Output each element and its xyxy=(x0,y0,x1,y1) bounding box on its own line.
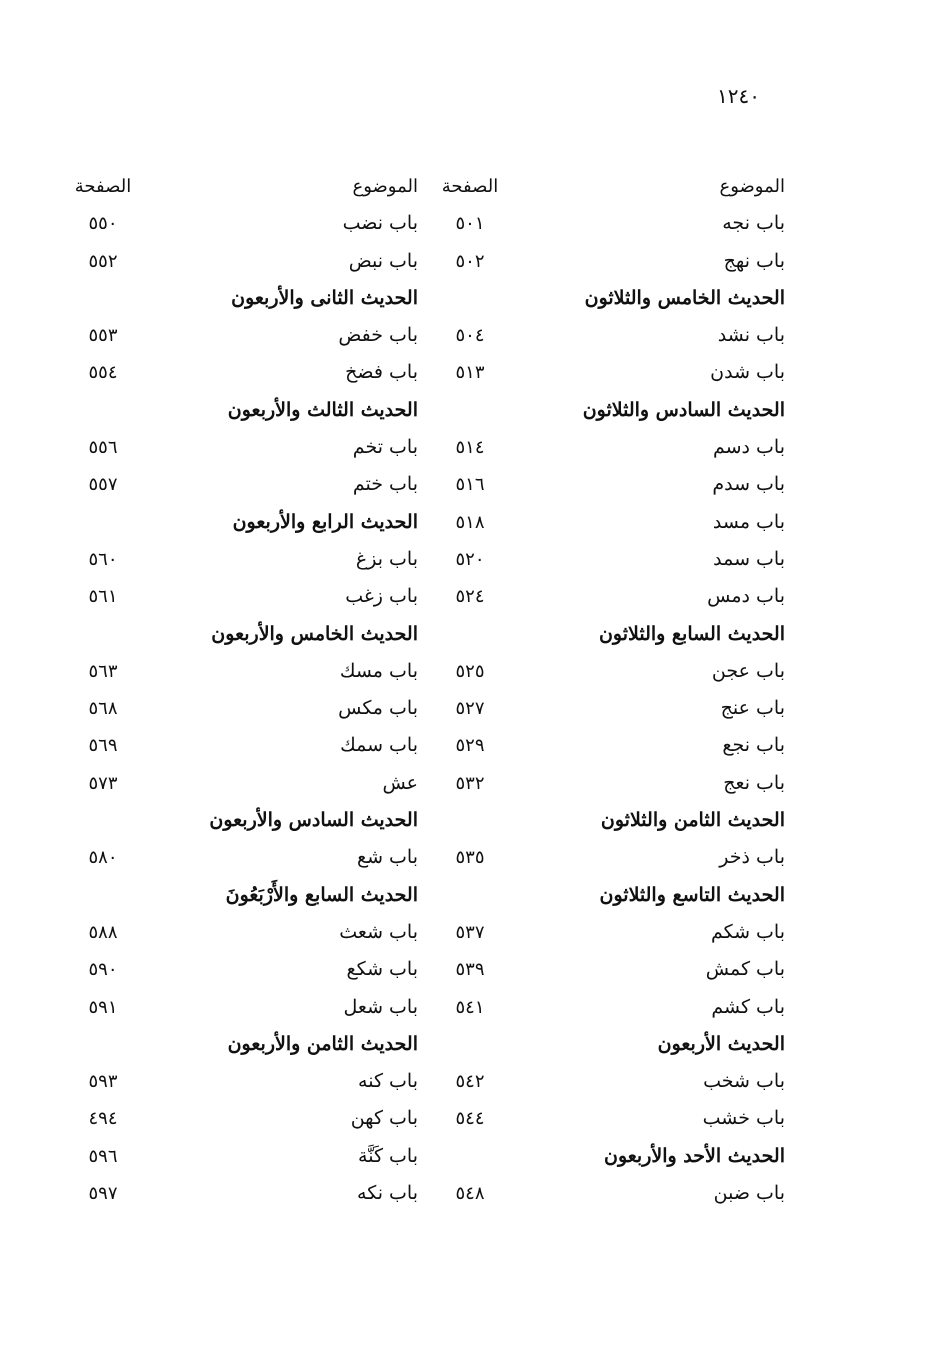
section-heading-row xyxy=(58,1026,418,1063)
entry-topic: باب ضبن xyxy=(713,1182,785,1205)
index-entry xyxy=(58,317,418,354)
entry-page-number: ٥٣٧ xyxy=(455,921,485,943)
index-entry xyxy=(58,690,418,727)
entry-page-number: ٥٠١ xyxy=(455,213,485,235)
entry-topic: باب عجن xyxy=(711,659,785,682)
entry-topic: باب عنج xyxy=(720,697,785,720)
index-entry xyxy=(58,989,418,1026)
section-heading-row xyxy=(425,280,785,317)
index-entry xyxy=(58,1063,418,1100)
section-heading: الحديث السابع والأَرْبَعُونَ xyxy=(225,883,418,906)
entry-topic: باب سمك xyxy=(340,734,418,757)
entry-page-number: ٥٢٤ xyxy=(455,586,485,608)
entry-page-number: ٥٥٤ xyxy=(88,362,118,384)
index-entry xyxy=(58,653,418,690)
index-entry xyxy=(425,765,785,802)
column-header xyxy=(425,168,785,205)
entry-topic: باب شكم xyxy=(710,920,785,943)
entry-page-number: ٥٣٥ xyxy=(455,847,485,869)
entry-topic: باب خشب xyxy=(702,1107,785,1130)
entry-topic: باب نضب xyxy=(342,212,418,235)
section-heading: الحديث الثالث والأربعون xyxy=(227,398,418,421)
entry-topic: باب نهج xyxy=(723,249,785,272)
entry-page-number: ٥٧٣ xyxy=(88,772,118,794)
index-rows xyxy=(425,205,785,1212)
index-entry xyxy=(58,914,418,951)
index-entry xyxy=(58,354,418,391)
entry-topic: باب خفض xyxy=(338,324,418,347)
entry-page-number: ٥٩١ xyxy=(88,996,118,1018)
entry-page-number: ٥٢٩ xyxy=(455,735,485,757)
index-entry xyxy=(58,839,418,876)
entry-topic: باب كنه xyxy=(358,1070,418,1093)
section-heading: الحديث الأحد والأربعون xyxy=(603,1144,785,1167)
section-heading: الحديث الثانى والأربعون xyxy=(231,286,418,309)
entry-topic: باب شكع xyxy=(346,958,418,981)
entry-topic: باب شع xyxy=(356,846,418,869)
index-entry xyxy=(58,578,418,615)
index-entry xyxy=(425,504,785,541)
index-rows xyxy=(58,205,418,1212)
section-heading-row xyxy=(425,616,785,653)
entry-page-number: ٥٦٨ xyxy=(88,698,118,720)
entry-topic: باب سدم xyxy=(712,473,785,496)
index-entry xyxy=(425,354,785,391)
entry-topic: باب ختم xyxy=(352,473,418,496)
entry-topic: باب شعل xyxy=(343,995,418,1018)
entry-topic: باب نجع xyxy=(722,734,785,757)
section-heading-row xyxy=(425,802,785,839)
entry-topic: باب دسم xyxy=(712,436,785,459)
entry-page-number: ٥٩٠ xyxy=(88,959,118,981)
entry-topic: باب نكه xyxy=(357,1182,418,1205)
index-entry xyxy=(58,429,418,466)
index-entry xyxy=(425,466,785,503)
index-entry xyxy=(58,765,418,802)
section-heading: الحديث الخامس والأربعون xyxy=(211,622,418,645)
entry-page-number: ٥٢٥ xyxy=(455,660,485,682)
entry-page-number: ٥٩٦ xyxy=(88,1145,118,1167)
index-entry xyxy=(425,727,785,764)
section-heading-row xyxy=(425,1026,785,1063)
index-entry xyxy=(425,541,785,578)
entry-topic: باب مسك xyxy=(339,659,418,682)
index-entry xyxy=(58,727,418,764)
index-entry xyxy=(425,317,785,354)
entry-page-number: ٥٨٠ xyxy=(88,847,118,869)
index-entry xyxy=(425,951,785,988)
entry-topic: باب شدن xyxy=(710,361,785,384)
entry-topic: باب شخب xyxy=(703,1070,785,1093)
section-heading-row xyxy=(58,802,418,839)
section-heading-row xyxy=(58,392,418,429)
page-header: الصفحة xyxy=(441,176,499,197)
section-heading-row xyxy=(58,504,418,541)
entry-page-number: ٥٥٠ xyxy=(88,213,118,235)
entry-topic: باب كمش xyxy=(705,958,785,981)
index-entry xyxy=(58,1100,418,1137)
entry-page-number: ٥١٣ xyxy=(455,362,485,384)
entry-page-number: ٥٠٤ xyxy=(455,325,485,347)
index-column-right xyxy=(425,168,785,1212)
entry-topic: عش xyxy=(382,771,418,794)
entry-topic: باب نجه xyxy=(722,212,785,235)
entry-topic: باب شعث xyxy=(339,920,418,943)
index-entry xyxy=(58,541,418,578)
entry-page-number: ٥٤١ xyxy=(455,996,485,1018)
section-heading-row xyxy=(425,877,785,914)
index-entry xyxy=(425,578,785,615)
index-entry xyxy=(425,914,785,951)
entry-page-number: ٥٠٢ xyxy=(455,250,485,272)
section-heading: الحديث الثامن والثلاثون xyxy=(600,809,785,832)
section-heading: الحديث الأربعون xyxy=(657,1032,785,1055)
index-entry xyxy=(425,989,785,1026)
index-entry xyxy=(58,466,418,503)
entry-page-number: ٥٤٢ xyxy=(455,1071,485,1093)
entry-page-number: ٥٦٠ xyxy=(88,548,118,570)
entry-page-number: ٥٥٦ xyxy=(88,437,118,459)
entry-page-number: ٥١٨ xyxy=(455,511,485,533)
index-entry xyxy=(425,839,785,876)
entry-page-number: ٥٥٧ xyxy=(88,474,118,496)
index-column-left xyxy=(58,168,418,1212)
entry-page-number: ٥٥٣ xyxy=(88,325,118,347)
topic-header: الموضوع xyxy=(719,176,785,197)
index-entry xyxy=(425,1175,785,1212)
entry-page-number: ٤٩٤ xyxy=(88,1108,118,1130)
index-entry xyxy=(425,429,785,466)
entry-page-number: ٥٢٠ xyxy=(455,548,485,570)
entry-page-number: ٥٤٤ xyxy=(455,1108,485,1130)
entry-page-number: ٥٣٩ xyxy=(455,959,485,981)
entry-topic: باب نبض xyxy=(348,249,418,272)
topic-header: الموضوع xyxy=(352,176,418,197)
entry-topic: باب فضخ xyxy=(345,361,418,384)
index-entry xyxy=(58,1138,418,1175)
entry-topic: باب نعج xyxy=(723,771,785,794)
entry-topic: باب كَنَّة xyxy=(358,1144,418,1167)
section-heading: الحديث الثامن والأربعون xyxy=(227,1032,418,1055)
entry-page-number: ٥٦٣ xyxy=(88,660,118,682)
page-number: ١٢٤٠ xyxy=(717,84,760,108)
entry-topic: باب سمد xyxy=(713,547,785,570)
entry-topic: باب مسد xyxy=(712,510,785,533)
index-entry xyxy=(425,690,785,727)
entry-topic: باب زغب xyxy=(345,585,418,608)
entry-topic: باب مكس xyxy=(338,697,418,720)
column-header xyxy=(58,168,418,205)
entry-page-number: ٥٨٨ xyxy=(88,921,118,943)
entry-topic: باب بزغ xyxy=(355,547,418,570)
entry-page-number: ٥٦١ xyxy=(88,586,118,608)
section-heading: الحديث السابع والثلاثون xyxy=(598,622,785,645)
index-entry xyxy=(425,1100,785,1137)
entry-page-number: ٥١٦ xyxy=(455,474,485,496)
index-entry xyxy=(425,1063,785,1100)
section-heading-row xyxy=(58,280,418,317)
section-heading-row xyxy=(425,1138,785,1175)
index-entry xyxy=(425,205,785,242)
entry-topic: باب تخم xyxy=(352,436,418,459)
section-heading-row xyxy=(58,616,418,653)
entry-page-number: ٥٤٨ xyxy=(455,1183,485,1205)
index-entry xyxy=(58,1175,418,1212)
entry-page-number: ٥٢٧ xyxy=(455,698,485,720)
section-heading-row xyxy=(58,877,418,914)
section-heading-row xyxy=(425,392,785,429)
section-heading: الحديث السادس والأربعون xyxy=(209,809,418,832)
entry-page-number: ٥٩٣ xyxy=(88,1071,118,1093)
entry-page-number: ٥١٤ xyxy=(455,437,485,459)
index-entry xyxy=(58,243,418,280)
entry-page-number: ٥٩٧ xyxy=(88,1183,118,1205)
index-entry xyxy=(58,951,418,988)
index-entry xyxy=(425,243,785,280)
index-entry xyxy=(425,653,785,690)
section-heading: الحديث السادس والثلاثون xyxy=(582,398,785,421)
section-heading: الحديث الرابع والأربعون xyxy=(232,510,418,533)
entry-page-number: ٥٣٢ xyxy=(455,772,485,794)
entry-topic: باب دمس xyxy=(707,585,785,608)
section-heading: الحديث التاسع والثلاثون xyxy=(599,883,785,906)
entry-page-number: ٥٦٩ xyxy=(88,735,118,757)
entry-topic: باب كهن xyxy=(350,1107,418,1130)
section-heading: الحديث الخامس والثلاثون xyxy=(584,286,785,309)
entry-topic: باب كشم xyxy=(711,995,785,1018)
entry-page-number: ٥٥٢ xyxy=(88,250,118,272)
page-header: الصفحة xyxy=(74,176,132,197)
index-entry xyxy=(58,205,418,242)
entry-topic: باب ذخر xyxy=(719,846,785,869)
entry-topic: باب نشد xyxy=(717,324,785,347)
